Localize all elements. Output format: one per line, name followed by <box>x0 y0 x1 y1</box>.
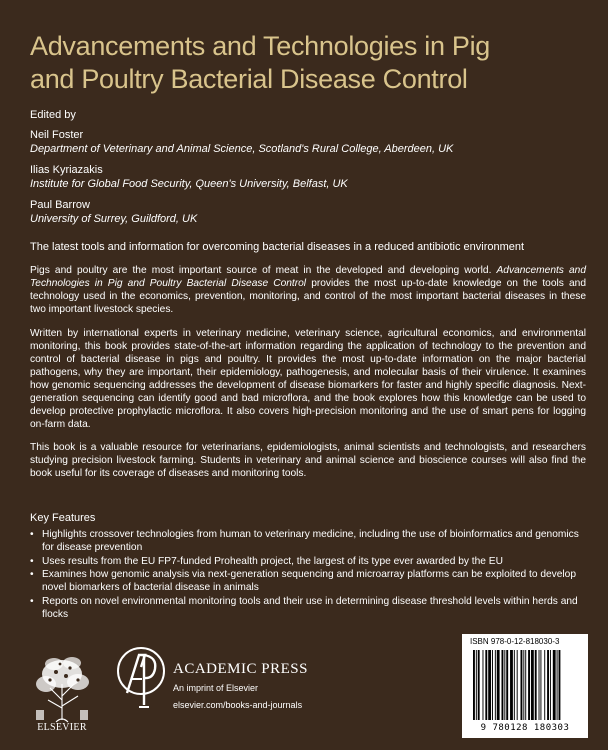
barcode-bar <box>506 650 508 720</box>
editor-affiliation: University of Surrey, Guildford, UK <box>30 213 198 225</box>
barcode-bar <box>514 650 515 720</box>
barcode-bar <box>495 650 496 720</box>
barcode-bar <box>544 650 545 720</box>
barcode-bar <box>521 650 523 720</box>
editor-affiliation: Institute for Global Food Security, Queen's University, Belfast, UK <box>30 178 348 190</box>
barcode-bar <box>559 650 561 720</box>
bullet-icon: • <box>30 595 34 607</box>
key-feature-item <box>30 529 586 555</box>
editors-section <box>30 108 590 233</box>
editor-3 <box>30 198 590 226</box>
editor-2 <box>30 163 590 191</box>
bullet-icon: • <box>30 529 34 540</box>
key-feature-text: Examines how genomic analysis via next-generation sequencing and microarray platforms can be exploited to develop novel biomarkers of bacterial disease in animals <box>42 569 577 594</box>
description-paragraph-1 <box>30 264 586 316</box>
barcode-bar <box>488 650 491 720</box>
barcode-panel <box>462 634 588 738</box>
p1-end: provides the most up-to-date knowledge on the tools and technology used in the economics, prevention, monitoring, and control of the most important bacterial diseases in these two important livestock species. <box>30 278 586 315</box>
publisher-url: elsevier.com/books-and-journals <box>173 700 303 710</box>
elsevier-wordmark: ELSEVIER <box>37 722 87 733</box>
key-features-title: Key Features <box>30 512 96 524</box>
barcode-bar <box>557 650 558 720</box>
key-feature-item <box>30 569 586 595</box>
barcode-bar <box>478 650 480 720</box>
barcode-bar <box>510 650 513 720</box>
barcode-icon <box>472 650 580 720</box>
book-title <box>30 30 590 96</box>
book-title-line-2: and Poultry Bacterial Disease Control <box>30 64 468 94</box>
elsevier-tree-logo-icon <box>26 650 98 728</box>
key-features-list <box>30 529 586 623</box>
barcode-bar <box>553 650 556 720</box>
academic-press-wordmark: ACADEMIC PRESS <box>173 661 308 677</box>
barcode-bar <box>492 650 493 720</box>
barcode-bar <box>539 650 540 720</box>
key-feature-item <box>30 596 586 622</box>
book-title-line-1: Advancements and Technologies in Pig <box>30 31 491 61</box>
barcode-bar <box>525 650 526 720</box>
key-feature-text: Reports on novel environmental monitoring tools and their use in determining disease threshold levels within herds and flocks <box>42 595 578 620</box>
barcode-bar <box>531 650 534 720</box>
tagline: The latest tools and information for overcoming bacterial diseases in a reduced antibiotic environment <box>30 241 525 253</box>
imprint-line: An imprint of Elsevier <box>173 683 259 693</box>
key-feature-text: Uses results from the EU FP7-funded Prohealth project, the largest of its type ever awarded by the EU <box>42 555 503 567</box>
isbn-label: ISBN 978-0-12-818030-3 <box>470 637 560 646</box>
editor-name: Neil Foster <box>30 129 84 141</box>
bullet-icon: • <box>30 555 34 567</box>
editor-name: Paul Barrow <box>30 199 90 211</box>
barcode-bar <box>523 650 524 720</box>
barcode-bar <box>547 650 549 720</box>
barcode-bar <box>497 650 500 720</box>
barcode-bar <box>517 650 518 720</box>
barcode-bar <box>528 650 530 720</box>
editor-name: Ilias Kyriazakis <box>30 164 103 176</box>
barcode-bar <box>476 650 477 720</box>
bullet-icon: • <box>30 569 34 581</box>
barcode-bar <box>473 650 475 720</box>
editor-1 <box>30 128 590 156</box>
barcode-bar <box>550 650 551 720</box>
description-paragraph-2: Written by international experts in veterinary medicine, veterinary science, agricultural economics, and environmental monitoring, this book provides state-of-the-art information regarding the application of technology to the prevention and control of bacterial disease in pigs and poultry. It provides the most up-to-date information on the major bacterial pathogens, why they are important, their epidemiology, pathogenesis, and molecular basis of their virulence. It examines how genomic sequencing addresses the development of disease biomarkers for faster and highly specific diagnosis. Next-generation sequencing can identify good and bad microflora, and the book explores how this knowledge can be used to develop protective prophylactic microflora. It also covers high-precision monitoring and the use of smart pens for logging on-farm data. <box>30 328 586 430</box>
barcode-bar <box>504 650 505 720</box>
edited-by-label: Edited by <box>30 109 76 121</box>
barcode-bar <box>540 650 541 720</box>
barcode-bar <box>502 650 504 720</box>
barcode-bar <box>535 650 537 720</box>
description <box>30 264 586 490</box>
barcode-number: 9 780128 180303 <box>480 723 570 733</box>
description-paragraph-3: This book is a valuable resource for veterinarians, epidemiologists, animal scientists and technologists, and researchers studying precision livestock farming. Students in veterinary and animal science and bioscience courses will also find the book useful for its coverage of diseases and monitoring tools. <box>30 442 586 479</box>
key-feature-text: Highlights crossover technologies from human to veterinary medicine, including the use of bioinformatics and genomics for disease prevention <box>42 529 579 553</box>
barcode-bar <box>485 650 487 720</box>
p1-start: Pigs and poultry are the most important source of meat in the developed and developing world. <box>30 265 497 276</box>
key-feature-item <box>30 556 586 569</box>
editor-affiliation: Department of Veterinary and Animal Science, Scotland's Rural College, Aberdeen, UK <box>30 143 454 155</box>
p1-book-title: Advancements and Technologies in Pig and Poultry Bacterial Disease Control <box>30 265 586 289</box>
barcode-bar <box>483 650 484 720</box>
academic-press-logo-icon <box>115 645 167 715</box>
